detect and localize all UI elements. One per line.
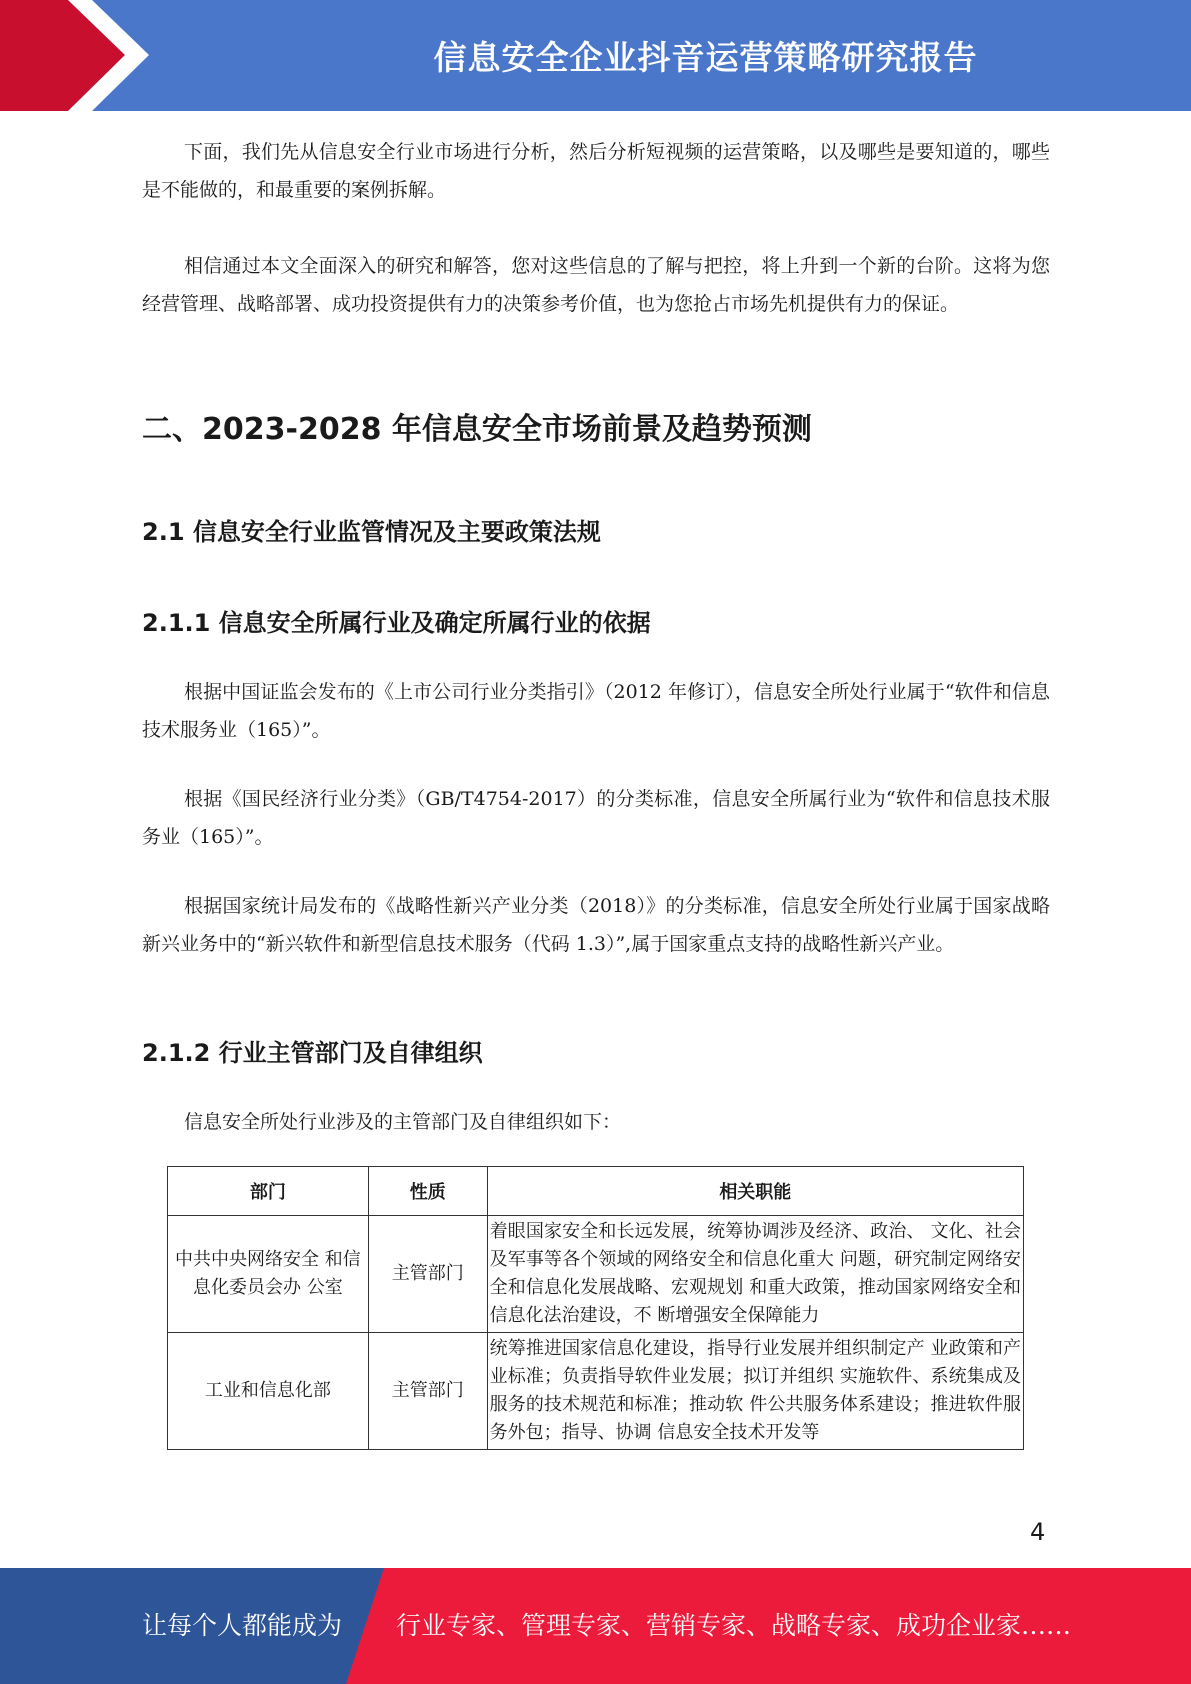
section-heading: 二、2023-2028 年信息安全市场前景及趋势预测 <box>142 412 812 447</box>
header-banner <box>0 0 1191 111</box>
paragraph-table-intro: 信息安全所处行业涉及的主管部门及自律组织如下： <box>184 1111 622 1133</box>
table-header-row <box>168 1167 1024 1216</box>
report-title: 信息安全企业抖音运营策略研究报告 <box>433 38 978 77</box>
column-header-duties: 相关职能 <box>487 1167 1023 1216</box>
paragraph-csrc-classification: 根据中国证监会发布的《上市公司行业分类指引》（2012 年修订），信息安全所处行业属于“软件和信息技术服务业（165）”。 <box>142 681 1050 741</box>
subsection-heading-2-1-1: 2.1.1 信息安全所属行业及确定所属行业的依据 <box>142 609 651 637</box>
footer-slogan-left: 让每个人都能成为 <box>142 1611 343 1640</box>
cell-nature: 主管部门 <box>368 1216 487 1333</box>
cell-duties: 着眼国家安全和长远发展，统筹协调涉及经济、政治、 文化、社会及军事等各个领域的网络安全和信息化重大 问题，研究制定网络安全和信息化发展战略、宏观规划 和重大政策，推动国家网络安全和信息化法治建设，不 断增强安全保障能力 <box>487 1216 1023 1333</box>
paragraph-national-classification: 根据《国民经济行业分类》（GB/T4754-2017）的分类标准，信息安全所属行业为“软件和信息技术服务业（165）”。 <box>142 788 1050 848</box>
cell-nature: 主管部门 <box>368 1333 487 1450</box>
table-row <box>168 1216 1024 1333</box>
footer-slogan-right: 行业专家、管理专家、营销专家、战略专家、成功企业家…… <box>396 1611 1072 1640</box>
subsection-heading-2-1-2: 2.1.2 行业主管部门及自律组织 <box>142 1039 483 1067</box>
authorities-table <box>167 1166 1024 1450</box>
footer-banner <box>0 1568 1191 1684</box>
cell-dept: 工业和信息化部 <box>168 1333 369 1450</box>
column-header-nature: 性质 <box>368 1167 487 1216</box>
subsection-heading-2-1: 2.1 信息安全行业监管情况及主要政策法规 <box>142 518 601 546</box>
cell-duties: 统筹推进国家信息化建设，指导行业发展并组织制定产 业政策和产业标准；负责指导软件业发展；拟订并组织 实施软件、系统集成及服务的技术规范和标准；推动软 件公共服务体系建设；推进软件服务外包；指导、协调 信息安全技术开发等 <box>487 1333 1023 1450</box>
intro-paragraph-2: 相信通过本文全面深入的研究和解答，您对这些信息的了解与把控，将上升到一个新的台阶。这将为您经营管理、战略部署、成功投资提供有力的决策参考价值，也为您抢占市场先机提供有力的保证。 <box>142 255 1050 315</box>
cell-dept: 中共中央网络安全 和信息化委员会办 公室 <box>168 1216 369 1333</box>
column-header-dept: 部门 <box>168 1167 369 1216</box>
table-row <box>168 1333 1024 1450</box>
paragraph-strategic-industry: 根据国家统计局发布的《战略性新兴产业分类（2018）》的分类标准，信息安全所处行业属于国家战略新兴业务中的“新兴软件和新型信息技术服务（代码 1.3）”,属于国家重点支持的战略性新兴产业。 <box>142 895 1050 955</box>
intro-paragraph-1: 下面，我们先从信息安全行业市场进行分析，然后分析短视频的运营策略，以及哪些是要知道的，哪些是不能做的，和最重要的案例拆解。 <box>142 141 1050 201</box>
page-number: 4 <box>1030 1518 1046 1546</box>
